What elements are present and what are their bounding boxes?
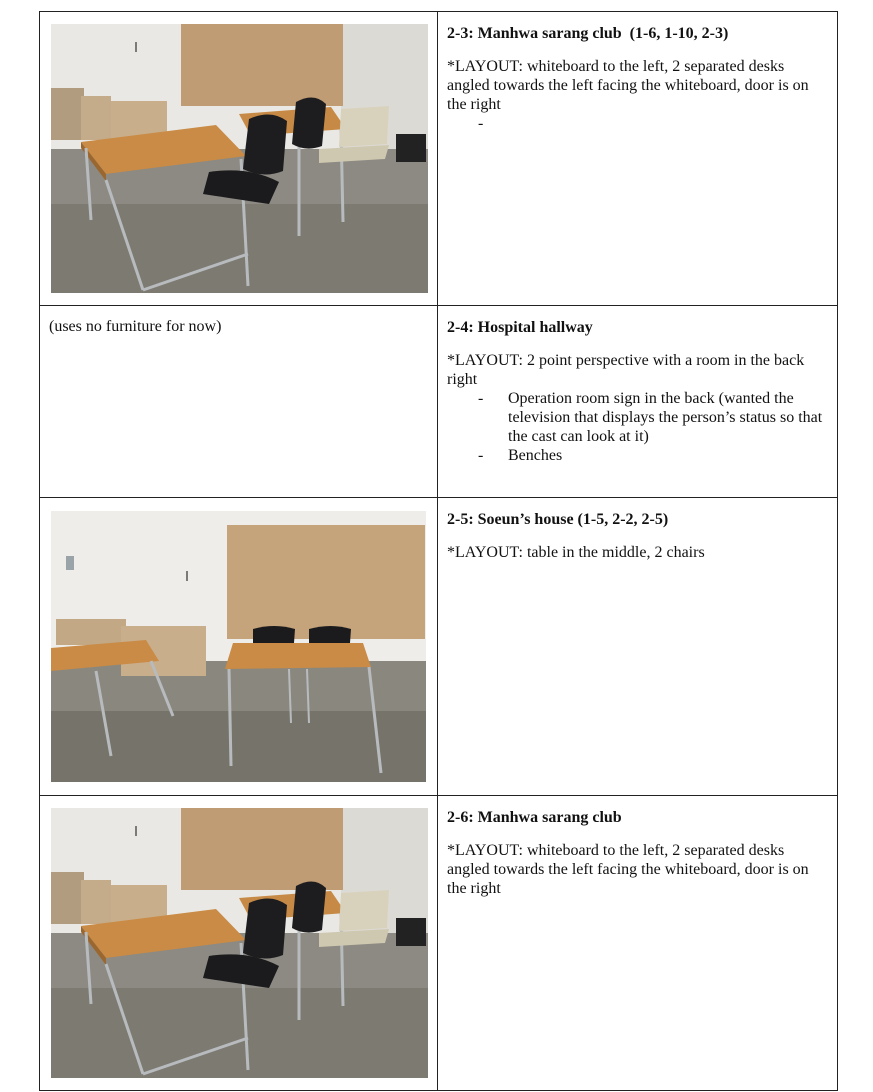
table-row bbox=[39, 497, 838, 795]
bullet-text: Operation room sign in the back (wanted the television that displays the person’s status so that the cast can look at it) bbox=[508, 390, 823, 445]
layout-description: *LAYOUT: whiteboard to the left, 2 separated desks angled towards the left facing the whiteboard, door is on the right bbox=[447, 842, 809, 897]
scene-description-cell bbox=[438, 306, 837, 497]
classroom-desks-photo bbox=[51, 24, 428, 293]
scene-table bbox=[39, 11, 838, 1091]
layout-description: *LAYOUT: whiteboard to the left, 2 separated desks angled towards the left facing the whiteboard, door is on the right bbox=[447, 58, 809, 113]
table-row bbox=[39, 305, 838, 497]
table-row bbox=[39, 795, 838, 1091]
layout-description: *LAYOUT: 2 point perspective with a room in the back right bbox=[447, 352, 805, 388]
table-row bbox=[39, 11, 838, 305]
scene-description-cell bbox=[438, 12, 837, 305]
scene-description-cell bbox=[438, 796, 837, 1090]
layout-description: *LAYOUT: table in the middle, 2 chairs bbox=[447, 544, 705, 561]
scene-heading: 2-3: Manhwa sarang club (1-6, 1-10, 2-3) bbox=[447, 25, 729, 42]
bullet-mark: - bbox=[478, 447, 484, 464]
bullet-list bbox=[447, 114, 829, 133]
table-two-chairs-photo bbox=[51, 511, 426, 782]
bullet-text: Benches bbox=[508, 447, 563, 464]
note-cell bbox=[40, 306, 438, 497]
scene-description-cell bbox=[438, 498, 837, 795]
list-item bbox=[447, 446, 829, 465]
photo-cell bbox=[40, 498, 438, 795]
scene-heading: 2-4: Hospital hallway bbox=[447, 319, 593, 336]
scene-heading: 2-6: Manhwa sarang club bbox=[447, 809, 622, 826]
list-item bbox=[447, 389, 829, 446]
furniture-note: (uses no furniture for now) bbox=[49, 318, 222, 335]
photo-cell bbox=[40, 12, 438, 305]
bullet-list bbox=[447, 389, 829, 465]
list-item: - bbox=[478, 115, 484, 132]
scene-heading: 2-5: Soeun’s house (1-5, 2-2, 2-5) bbox=[447, 511, 669, 528]
bullet-mark: - bbox=[478, 390, 484, 407]
classroom-desks-photo bbox=[51, 808, 428, 1078]
photo-cell bbox=[40, 796, 438, 1090]
